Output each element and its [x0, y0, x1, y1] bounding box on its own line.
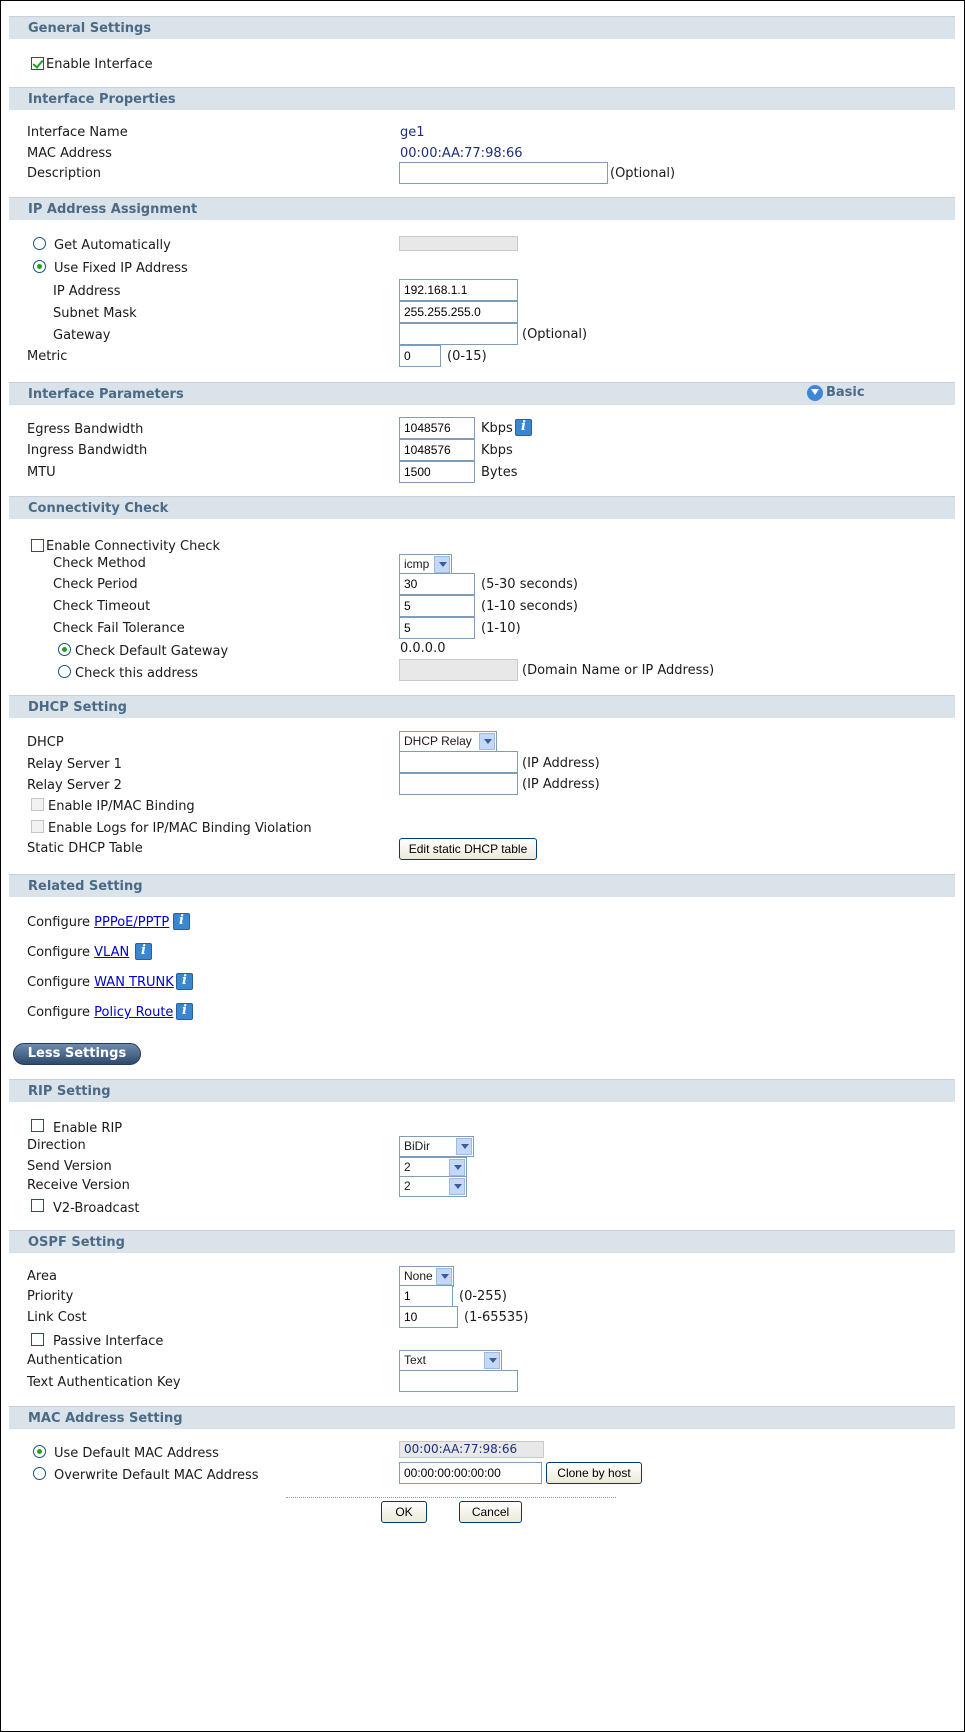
- edit-static-dhcp-table-button[interactable]: Edit static DHCP table: [399, 838, 537, 860]
- egress-bandwidth-label: Egress Bandwidth: [27, 422, 144, 437]
- area-label: Area: [27, 1269, 57, 1284]
- metric-label: Metric: [27, 349, 68, 364]
- chevron-down-icon: [434, 556, 450, 573]
- ingress-bandwidth-input[interactable]: 1048576: [399, 439, 475, 461]
- configure-label: Configure: [27, 975, 91, 990]
- section-ospf-setting: OSPF Setting: [9, 1230, 955, 1253]
- metric-input[interactable]: 0: [399, 345, 441, 367]
- configure-label: Configure: [27, 1005, 91, 1020]
- gateway-label: Gateway: [53, 328, 111, 343]
- check-fail-tolerance-range: (1-10): [481, 621, 521, 636]
- passive-interface-checkbox[interactable]: [31, 1333, 44, 1346]
- receive-version-select[interactable]: [399, 1176, 467, 1197]
- section-interface-parameters: Interface Parameters: [9, 382, 955, 405]
- section-interface-properties: Interface Properties: [9, 87, 955, 110]
- text-auth-key-label: Text Authentication Key: [27, 1375, 181, 1390]
- enable-ip-mac-binding-checkbox[interactable]: [31, 798, 44, 811]
- interface-name-label: Interface Name: [27, 125, 128, 140]
- authentication-label: Authentication: [27, 1353, 123, 1368]
- check-default-gateway-label: Check Default Gateway: [75, 644, 229, 659]
- configure-pppoe-row: [27, 915, 169, 931]
- enable-binding-logs-label: Enable Logs for IP/MAC Binding Violation: [48, 821, 312, 836]
- direction-select[interactable]: [399, 1136, 474, 1157]
- enable-rip-checkbox[interactable]: [31, 1119, 44, 1132]
- relay-server-2-hint: (IP Address): [522, 777, 600, 792]
- enable-rip-label: Enable RIP: [53, 1121, 123, 1136]
- static-dhcp-table-label: Static DHCP Table: [27, 841, 143, 856]
- v2-broadcast-checkbox[interactable]: [31, 1199, 44, 1212]
- description-input[interactable]: [399, 162, 608, 184]
- overwrite-mac-input[interactable]: 00:00:00:00:00:00: [399, 1462, 542, 1484]
- priority-input[interactable]: 1: [399, 1285, 453, 1307]
- chevron-down-icon: [479, 733, 495, 750]
- relay-server-2-input[interactable]: [399, 773, 518, 795]
- use-fixed-ip-radio[interactable]: [33, 260, 46, 273]
- direction-label: Direction: [27, 1138, 86, 1153]
- auto-ip-display: [399, 236, 518, 251]
- less-settings-button[interactable]: Less Settings: [13, 1043, 141, 1065]
- enable-interface-checkbox[interactable]: [31, 57, 44, 70]
- dhcp-select[interactable]: [399, 731, 497, 752]
- check-address-hint: (Domain Name or IP Address): [522, 663, 715, 678]
- check-fail-tolerance-label: Check Fail Tolerance: [53, 621, 185, 636]
- authentication-select[interactable]: [399, 1350, 502, 1371]
- pppoe-info-icon[interactable]: [173, 913, 190, 930]
- footer-divider: [286, 1497, 616, 1498]
- direction-value: BiDir: [404, 1139, 430, 1153]
- use-default-mac-label: Use Default MAC Address: [54, 1446, 219, 1461]
- subnet-mask-label: Subnet Mask: [53, 306, 137, 321]
- ip-address-input[interactable]: 192.168.1.1: [399, 279, 518, 301]
- mac-address-value: 00:00:AA:77:98:66: [400, 146, 523, 161]
- get-automatically-radio[interactable]: [33, 237, 46, 250]
- chevron-down-icon: [807, 385, 823, 401]
- configure-wan-trunk-row: [27, 975, 174, 991]
- use-fixed-ip-label: Use Fixed IP Address: [54, 261, 188, 276]
- link-cost-range: (1-65535): [464, 1310, 529, 1325]
- check-default-gateway-radio[interactable]: [58, 643, 71, 656]
- chevron-down-icon: [456, 1138, 472, 1155]
- wan-trunk-info-icon[interactable]: [176, 973, 193, 990]
- area-select[interactable]: [399, 1266, 454, 1287]
- gateway-optional-hint: (Optional): [522, 327, 588, 342]
- clone-by-host-button[interactable]: Clone by host: [546, 1462, 642, 1484]
- description-label: Description: [27, 166, 102, 181]
- section-general-settings: General Settings: [9, 16, 955, 39]
- egress-unit: Kbps: [481, 421, 513, 436]
- vlan-link[interactable]: VLAN: [94, 945, 130, 960]
- subnet-mask-input[interactable]: 255.255.255.0: [399, 301, 518, 323]
- mtu-unit: Bytes: [481, 465, 518, 480]
- metric-range-hint: (0-15): [447, 349, 487, 364]
- mac-address-label: MAC Address: [27, 146, 112, 161]
- enable-connectivity-check-checkbox[interactable]: [31, 539, 44, 552]
- configure-label: Configure: [27, 945, 91, 960]
- section-mac-address-setting: MAC Address Setting: [9, 1406, 955, 1429]
- policy-route-info-icon[interactable]: [176, 1003, 193, 1020]
- check-timeout-label: Check Timeout: [53, 599, 151, 614]
- check-fail-tolerance-input[interactable]: 5: [399, 617, 475, 639]
- section-connectivity-check: Connectivity Check: [9, 496, 955, 519]
- text-auth-key-input[interactable]: [399, 1370, 518, 1392]
- overwrite-mac-label: Overwrite Default MAC Address: [54, 1468, 259, 1483]
- policy-route-link[interactable]: Policy Route: [94, 1005, 174, 1020]
- check-address-input[interactable]: [399, 659, 518, 681]
- configure-vlan-row: [27, 945, 129, 961]
- enable-ip-mac-binding-label: Enable IP/MAC Binding: [48, 799, 195, 814]
- enable-interface-label: Enable Interface: [46, 57, 153, 72]
- check-period-label: Check Period: [53, 577, 138, 592]
- relay-server-1-input[interactable]: [399, 751, 518, 773]
- ip-address-label: IP Address: [53, 284, 121, 299]
- send-version-label: Send Version: [27, 1159, 112, 1174]
- dhcp-select-value: DHCP Relay: [404, 734, 472, 748]
- egress-info-icon[interactable]: [515, 419, 532, 436]
- send-version-value: 2: [404, 1160, 411, 1174]
- enable-binding-logs-checkbox[interactable]: [31, 820, 44, 833]
- get-automatically-label: Get Automatically: [54, 238, 171, 253]
- passive-interface-label: Passive Interface: [53, 1334, 164, 1349]
- check-method-value: icmp: [404, 557, 430, 571]
- enable-connectivity-check-label: Enable Connectivity Check: [46, 539, 220, 554]
- check-method-label: Check Method: [53, 556, 146, 571]
- relay-server-1-hint: (IP Address): [522, 756, 600, 771]
- default-mac-display: 00:00:AA:77:98:66: [399, 1441, 544, 1458]
- section-ip-address-assignment: IP Address Assignment: [9, 197, 955, 220]
- default-gateway-value: 0.0.0.0: [400, 641, 446, 656]
- receive-version-value: 2: [404, 1179, 411, 1193]
- chevron-down-icon: [436, 1268, 452, 1285]
- send-version-select[interactable]: [399, 1157, 467, 1178]
- check-period-input[interactable]: 30: [399, 573, 475, 595]
- check-timeout-range: (1-10 seconds): [481, 599, 578, 614]
- gateway-input[interactable]: [399, 323, 518, 345]
- mtu-input[interactable]: 1500: [399, 461, 475, 483]
- area-value: None: [404, 1269, 433, 1283]
- basic-toggle-label: Basic: [826, 385, 865, 400]
- wan-trunk-link[interactable]: WAN TRUNK: [94, 975, 174, 990]
- dhcp-label: DHCP: [27, 735, 64, 750]
- priority-label: Priority: [27, 1289, 74, 1304]
- use-default-mac-radio[interactable]: [33, 1445, 46, 1458]
- check-period-range: (5-30 seconds): [481, 577, 578, 592]
- egress-bandwidth-input[interactable]: 1048576: [399, 417, 475, 439]
- relay-server-1-label: Relay Server 1: [27, 757, 122, 772]
- interface-name-value: ge1: [400, 125, 425, 140]
- v2-broadcast-label: V2-Broadcast: [53, 1201, 140, 1216]
- check-this-address-radio[interactable]: [58, 665, 71, 678]
- cancel-button[interactable]: Cancel: [459, 1501, 522, 1523]
- ingress-unit: Kbps: [481, 443, 513, 458]
- check-method-select[interactable]: [399, 554, 452, 575]
- relay-server-2-label: Relay Server 2: [27, 778, 122, 793]
- ok-button[interactable]: OK: [381, 1501, 427, 1523]
- overwrite-mac-radio[interactable]: [33, 1467, 46, 1480]
- chevron-down-icon: [449, 1178, 465, 1195]
- link-cost-label: Link Cost: [27, 1310, 87, 1325]
- section-related-setting: Related Setting: [9, 874, 955, 897]
- check-timeout-input[interactable]: 5: [399, 595, 475, 617]
- configure-label: Configure: [27, 915, 91, 930]
- pppoe-pptp-link[interactable]: PPPoE/PPTP: [94, 915, 170, 930]
- description-optional-hint: (Optional): [610, 166, 676, 181]
- check-this-address-label: Check this address: [75, 666, 199, 681]
- chevron-down-icon: [484, 1352, 500, 1369]
- receive-version-label: Receive Version: [27, 1178, 130, 1193]
- ingress-bandwidth-label: Ingress Bandwidth: [27, 443, 148, 458]
- chevron-down-icon: [449, 1159, 465, 1176]
- mtu-label: MTU: [27, 465, 56, 480]
- section-rip-setting: RIP Setting: [9, 1079, 955, 1102]
- vlan-info-icon[interactable]: [135, 943, 152, 960]
- configure-policy-route-row: [27, 1005, 173, 1021]
- link-cost-input[interactable]: 10: [399, 1306, 458, 1328]
- priority-range: (0-255): [459, 1289, 507, 1304]
- authentication-value: Text: [404, 1353, 427, 1367]
- section-dhcp-setting: DHCP Setting: [9, 695, 955, 718]
